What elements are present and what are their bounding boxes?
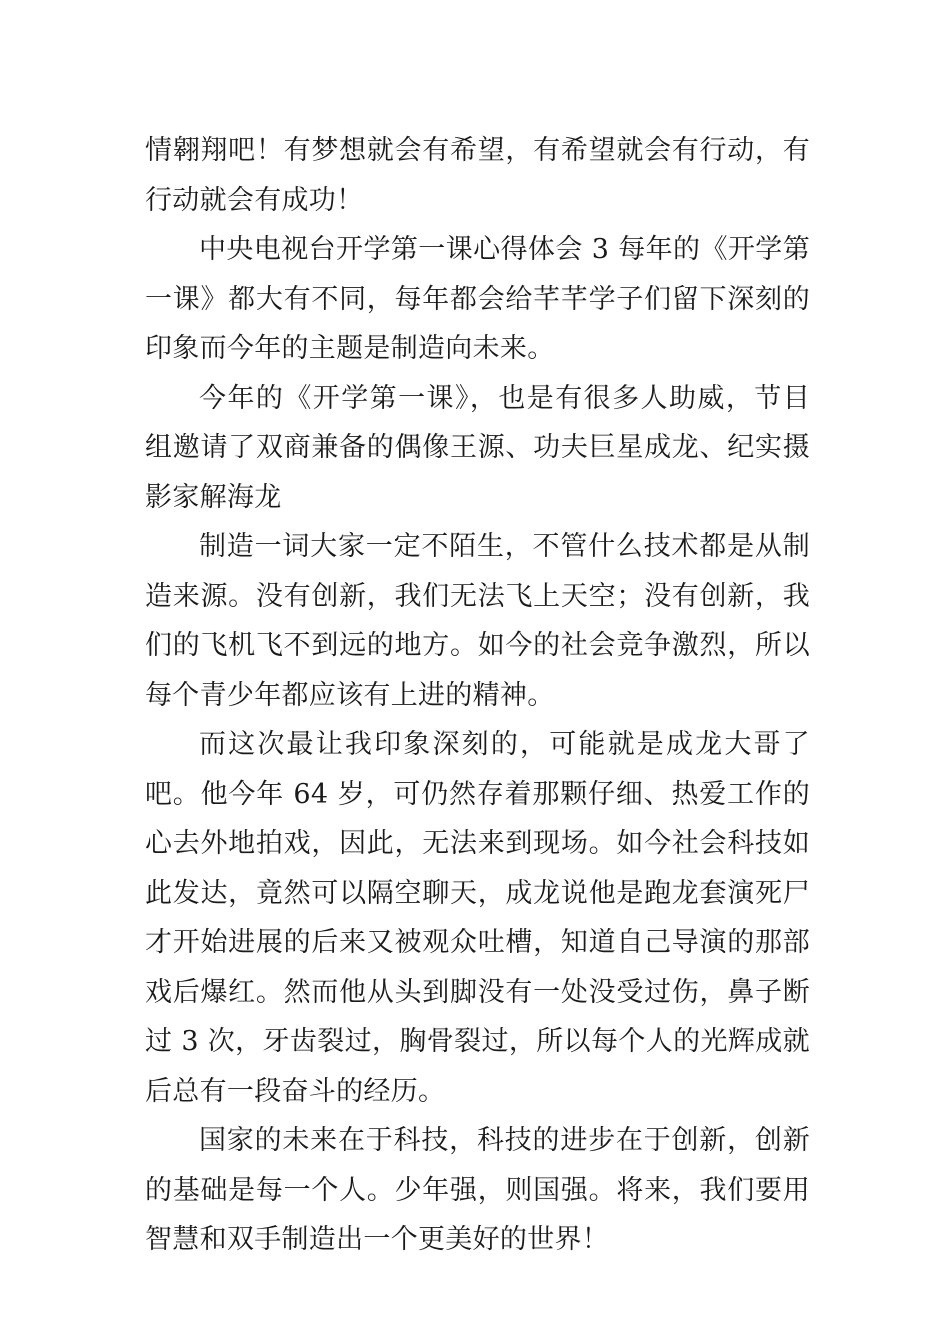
paragraph: 而这次最让我印象深刻的，可能就是成龙大哥了吧。他今年 64 岁，可仍然存着那颗仔细、热爱工作的心去外地拍戏，因此，无法来到现场。如今社会科技如此发达，竟然可以隔空聊天，成龙说他是跑龙套演死尸才开始进展的后来又被观众吐槽，知道自己导演的那部戏后爆红。然而他从头到脚没有一处没受过伤，鼻子断过 3 次，牙齿裂过，胸骨裂过，所以每个人的光辉成就后总有一段奋斗的经历。 (145, 729, 810, 1107)
paragraph: 中央电视台开学第一课心得体会 3 每年的《开学第一课》都大有不同，每年都会给芊芊学子们留下深刻的印象而今年的主题是制造向未来。 (145, 234, 810, 364)
paragraph: 国家的未来在于科技，科技的进步在于创新，创新的基础是每一个人。少年强，则国强。将来，我们要用智慧和双手制造出一个更美好的世界！ (145, 1125, 810, 1255)
document-body (145, 126, 810, 1265)
paragraph-continuation: 情翱翔吧！有梦想就会有希望，有希望就会有行动，有行动就会有成功！ (145, 135, 810, 216)
paragraph: 今年的《开学第一课》，也是有很多人助威，节目组邀请了双商兼备的偶像王源、功夫巨星成龙、纪实摄影家解海龙 (145, 382, 810, 513)
paragraph: 制造一词大家一定不陌生，不管什么技术都是从制造来源。没有创新，我们无法飞上天空；没有创新，我们的飞机飞不到远的地方。如今的社会竞争激烈，所以每个青少年都应该有上进的精神。 (145, 531, 810, 711)
